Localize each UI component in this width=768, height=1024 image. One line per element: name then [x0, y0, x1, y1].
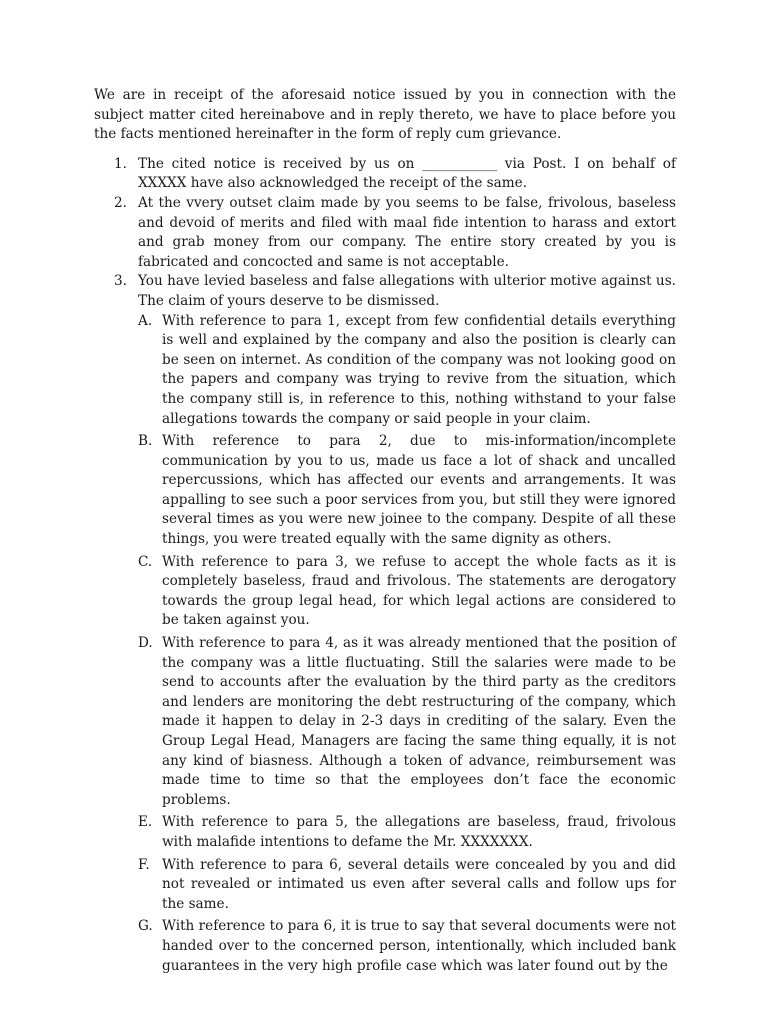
sublist-item [138, 312, 676, 430]
sub-letter: A. [138, 312, 153, 329]
sub-text: With reference to para 3, we refuse to accept the whole facts as it is completely baseless, fraud and frivolous. The statements are derogatory towards the group legal head, for which legal actions are considered to be taken against you. [162, 553, 676, 629]
item-number: 3. [114, 273, 127, 290]
sub-letter: C. [138, 553, 153, 570]
sub-letter: D. [138, 635, 153, 652]
intro-paragraph: We are in receipt of the aforesaid notice issued by you in connection with the subject matter cited hereinabove and in reply thereto, we have to place before you the facts mentioned hereinafter in the form of reply cum grievance. [94, 87, 676, 143]
sub-text: With reference to para 2, due to mis-information/incomplete communication by you to us, made us face a lot of shack and uncalled repercussions, which has affected our events and arrangements. It was appalling to see such a poor services from you, but still they were ignored several times as you were new joinee to the company. Despite of all these things, you were treated equally with the same dignity as others. [162, 433, 676, 548]
item-text: The cited notice is received by us on ___________ via Post. I on behalf of XXXXX have also acknowledged the receipt of the same. [138, 155, 676, 192]
item-text: At the vvery outset claim made by you seems to be false, frivolous, baseless and devoid of merits and filed with maal fide intention to harass and extort and grab money from our company. The entire story created by you is fabricated and concocted and same is not acceptable. [138, 194, 676, 270]
item-number: 1. [114, 155, 127, 172]
sub-text: With reference to para 5, the allegations are baseless, fraud, frivolous with malafide intentions to defame the Mr. XXXXXXX. [162, 814, 676, 850]
letter-body [94, 86, 676, 979]
sublist-item [138, 553, 676, 631]
sublist-item [138, 432, 676, 550]
item-number: 2. [114, 194, 127, 211]
sublist-item [138, 634, 676, 810]
sub-letter: B. [138, 433, 153, 450]
sub-text: With reference to para 1, except from few confidential details everything is well and explained by the company and also the position is clearly can be seen on internet. As condition of the company was not looking good on the papers and company was trying to revive from the situation, which the company still is, in reference to this, nothing withstand to your false allegations towards the company or said people in your claim. [162, 312, 676, 427]
lettered-sublist [138, 312, 676, 977]
sublist-item [138, 856, 676, 915]
sub-text: With reference to para 6, it is true to say that several documents were not handed over to the concerned person, intentionally, which included bank guarantees in the very high profile case which was later found out by the [162, 918, 676, 974]
sub-text: With reference to para 4, as it was already mentioned that the position of the company was a little fluctuating. Still the salaries were made to be send to accounts after the evaluation by the third party as the creditors and lenders are monitoring the debt restructuring of the company, which made it happen to delay in 2-3 days in crediting of the salary. Even the Group Legal Head, Managers are facing the same thing equally, it is not any kind of biasness. Although a token of advance, reimbursement was made time to time so that the employees don’t face the economic problems. [162, 635, 676, 808]
list-item [94, 194, 676, 272]
list-item [94, 272, 676, 976]
sub-letter: G. [138, 918, 153, 935]
list-item [94, 155, 676, 194]
sub-letter: F. [138, 856, 150, 873]
numbered-list [94, 155, 676, 976]
sub-text: With reference to para 6, several details were concealed by you and did not revealed or intimated us even after several calls and follow ups for the same. [162, 856, 676, 912]
item-text: You have levied baseless and false allegations with ulterior motive against us. The claim of yours deserve to be dismissed. [138, 273, 676, 309]
sublist-item [138, 813, 676, 852]
sublist-item [138, 917, 676, 976]
sub-letter: E. [138, 814, 153, 831]
